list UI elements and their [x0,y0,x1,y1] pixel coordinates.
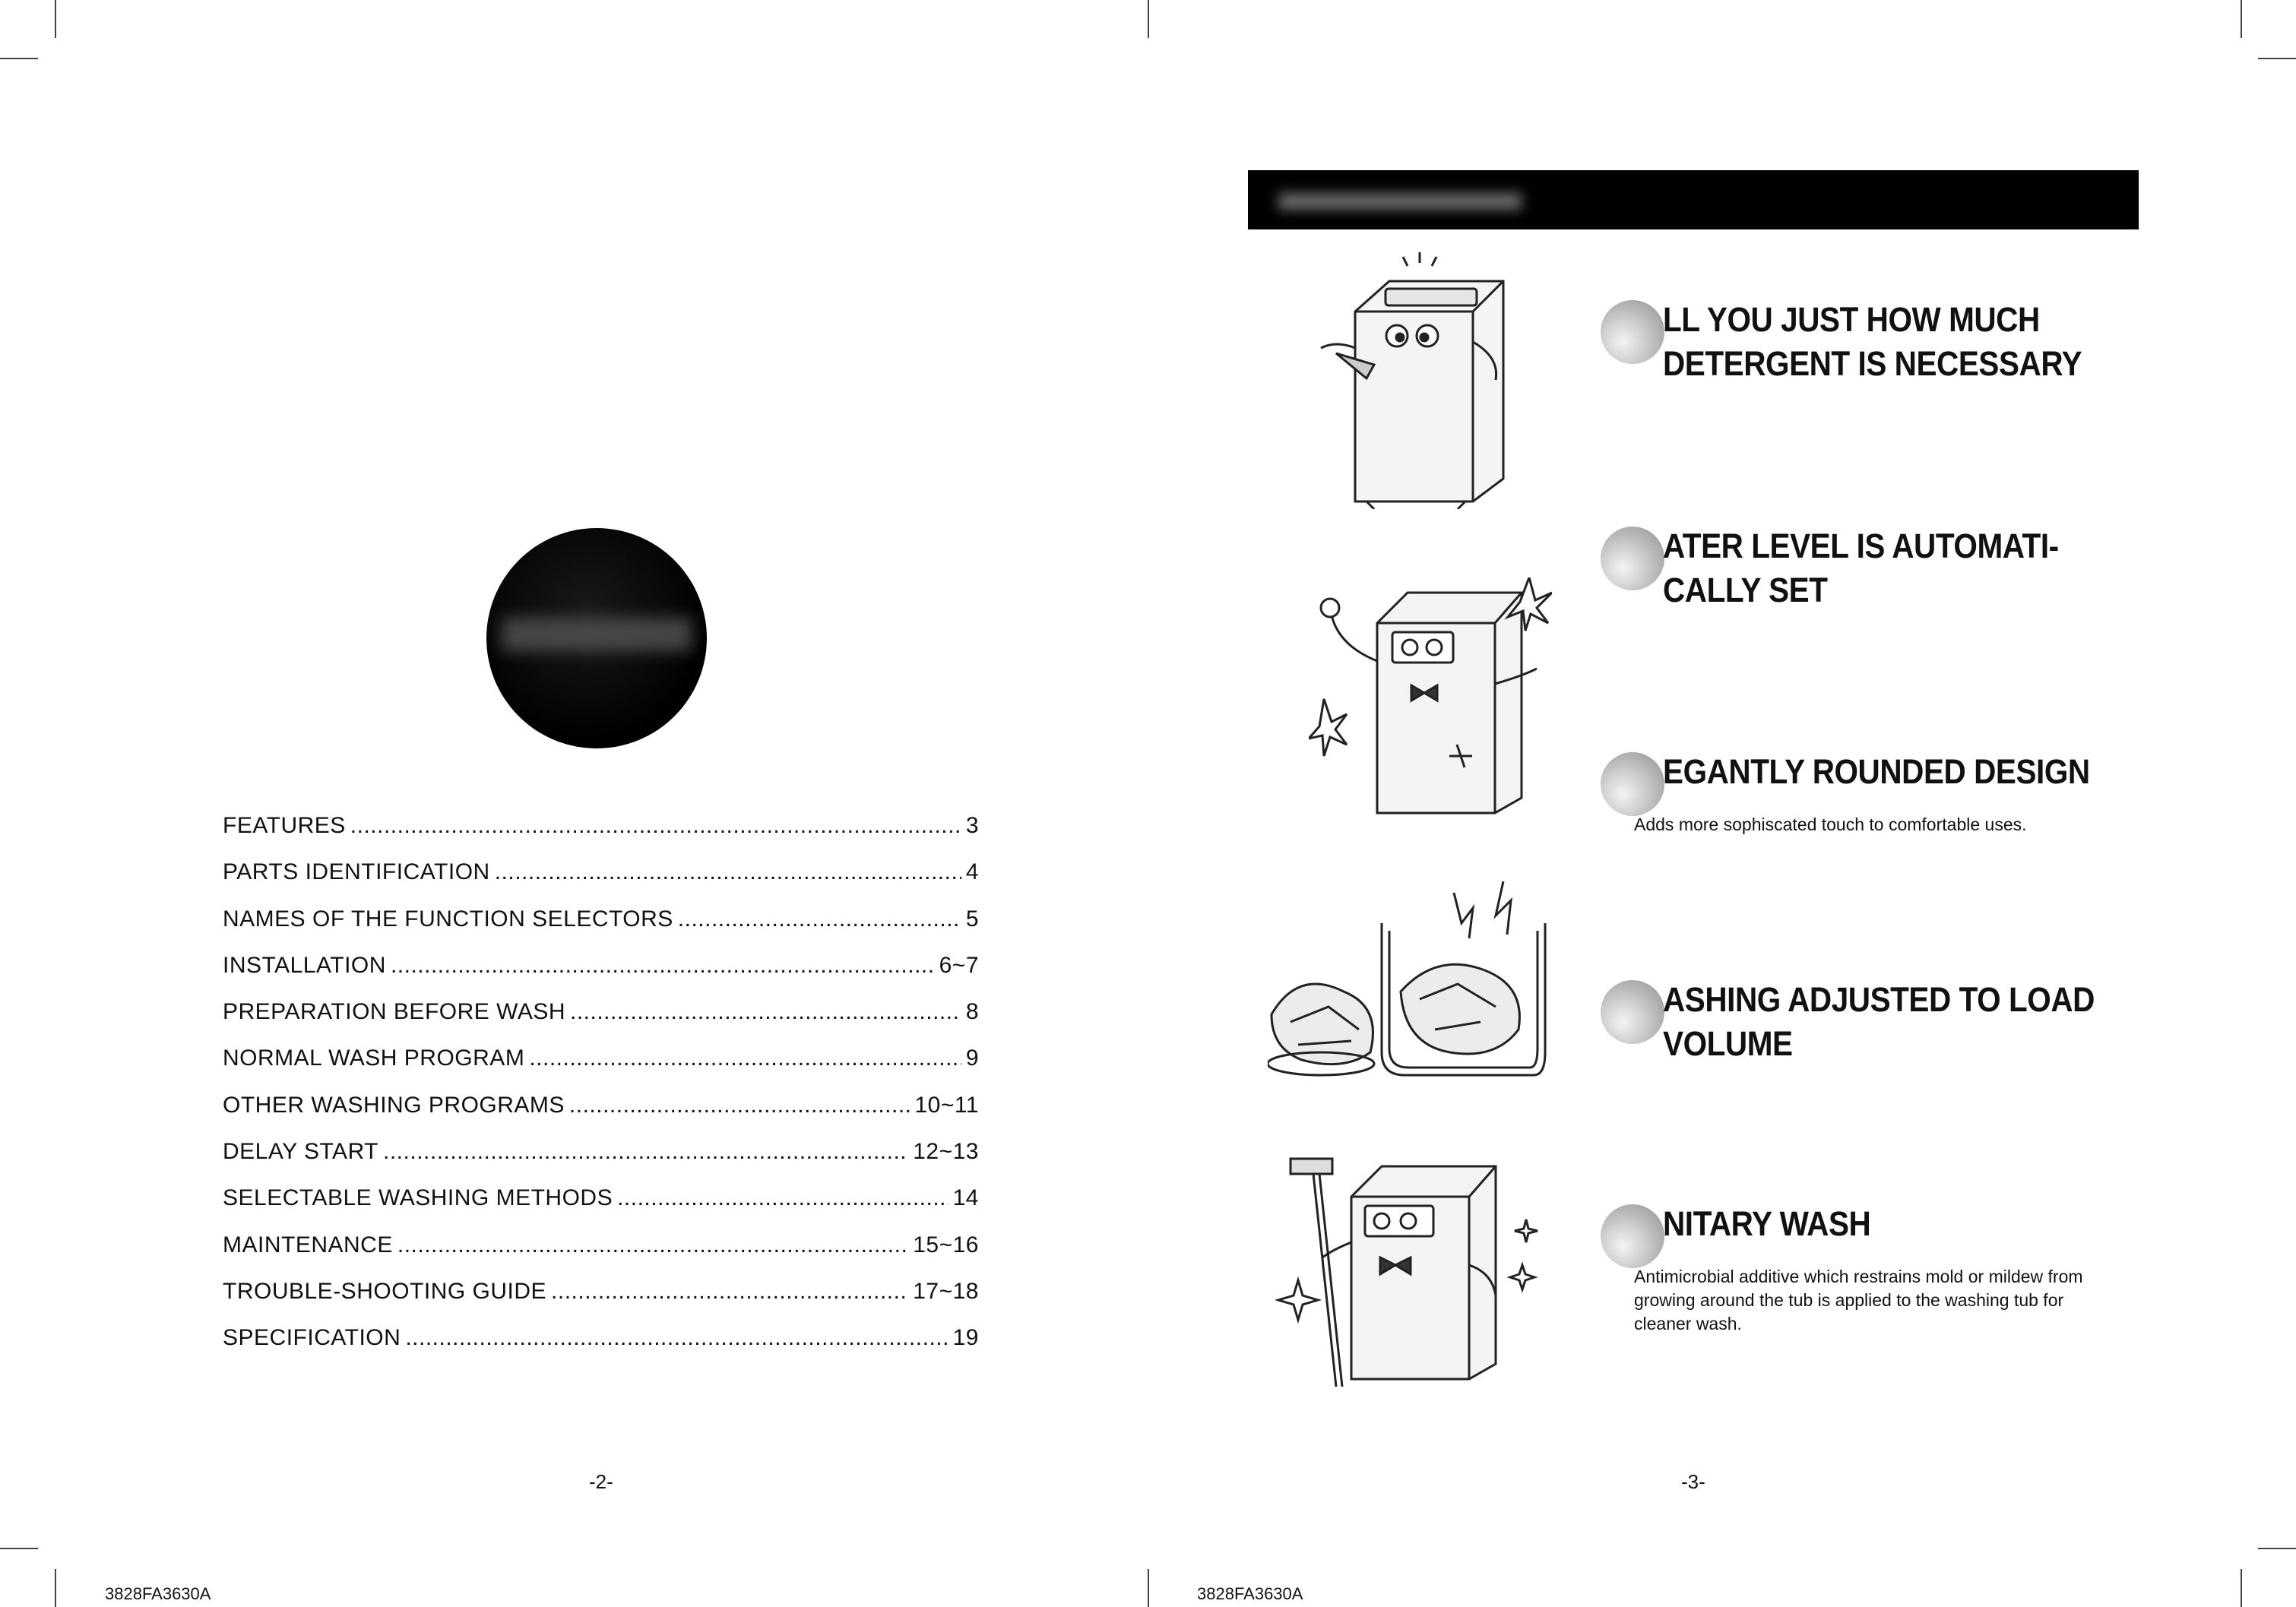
crop-mark [2258,1548,2296,1549]
toc-title: MAINTENANCE [223,1232,393,1257]
feature-bullet-icon [1601,300,1664,364]
toc-title: SELECTABLE WASHING METHODS [223,1185,613,1211]
toc-page: 10~11 [914,1092,979,1118]
toc-entry-normal-wash[interactable] [223,1045,979,1092]
feature-description: Adds more sophiscated touch to comfortable uses. [1634,815,2027,834]
feature-title [1663,978,2095,1066]
feature-title-line: CALLY SET [1663,571,1828,609]
feature-title [1663,298,2082,386]
feature-bullet-icon [1601,1204,1664,1268]
toc-page: 8 [965,999,979,1025]
toc-page: 6~7 [939,952,979,978]
toc-page: 4 [965,859,979,885]
toc-page: 19 [952,1325,979,1351]
toc-title: DELAY START [223,1139,379,1165]
laundry-load-illustration [1268,878,1557,1083]
feature-title-line: ASHING ADJUSTED TO LOAD [1663,980,2095,1019]
feature-title-line: NITARY WASH [1663,1204,1871,1243]
washer-sanitary-illustration [1275,1144,1541,1394]
feature-bullet-icon [1601,527,1664,590]
toc-page: 3 [965,813,979,838]
toc-entry-function-selectors[interactable] [223,906,979,953]
washer-water-level-illustration [1309,577,1552,821]
toc-page: 15~16 [913,1232,979,1257]
toc-title: TROUBLE-SHOOTING GUIDE [223,1278,547,1304]
toc-entry-specification[interactable] [223,1325,979,1371]
toc-page: 5 [965,906,979,932]
features-header-bar [1248,170,2139,229]
contents-logo-blob [486,528,707,748]
toc-title: NAMES OF THE FUNCTION SELECTORS [223,906,673,932]
toc-title: PREPARATION BEFORE WASH [223,999,565,1025]
toc-entry-preparation[interactable] [223,999,979,1045]
crop-mark [2258,58,2296,59]
feature-description-line: cleaner wash. [1634,1314,1742,1333]
toc-title: OTHER WASHING PROGRAMS [223,1092,565,1118]
feature-bullet-icon [1601,980,1664,1044]
toc-entry-features[interactable] [223,813,979,859]
feature-title [1663,524,2059,612]
toc-title: SPECIFICATION [223,1325,401,1351]
washer-detergent-illustration [1313,251,1519,509]
crop-mark [1148,1569,1149,1607]
crop-mark [2241,0,2242,38]
feature-title-line: VOLUME [1663,1024,1793,1063]
toc-page: 17~18 [913,1278,979,1304]
feature-description-line: growing around the tub is applied to the washing tub for [1634,1290,2064,1310]
feature-description [1634,1265,2083,1336]
doc-code-right: 3828FA3630A [1197,1584,1303,1603]
toc-entry-parts-identification[interactable] [223,859,979,906]
toc-entry-troubleshooting[interactable] [223,1279,979,1325]
feature-title-line: LL YOU JUST HOW MUCH [1663,300,2040,339]
feature-description-line: Antimicrobial additive which restrains mold or mildew from [1634,1267,2083,1286]
page-number-left: -2- [589,1470,613,1493]
toc-entry-washing-methods[interactable] [223,1185,979,1232]
toc-page: 14 [952,1185,979,1211]
toc-entry-delay-start[interactable] [223,1139,979,1185]
table-of-contents [223,813,979,1372]
toc-entry-installation[interactable] [223,953,979,999]
toc-title: PARTS IDENTIFICATION [223,859,490,885]
toc-page: 9 [965,1045,979,1071]
page-number-right: -3- [1681,1470,1705,1493]
feature-title-line: EGANTLY ROUNDED DESIGN [1663,752,2090,791]
feature-title [1663,1202,1870,1246]
crop-mark [1148,0,1149,38]
feature-title [1663,750,2090,794]
toc-title: FEATURES [223,813,346,838]
feature-title-line: ATER LEVEL IS AUTOMATI- [1663,527,2059,565]
toc-page: 12~13 [913,1139,979,1165]
toc-title: INSTALLATION [223,952,386,978]
feature-bullet-icon [1601,752,1664,816]
crop-mark [0,58,38,59]
crop-mark [0,1548,38,1549]
toc-entry-maintenance[interactable] [223,1232,979,1279]
toc-entry-other-programs[interactable] [223,1093,979,1139]
feature-title-line: DETERGENT IS NECESSARY [1663,344,2082,383]
toc-title: NORMAL WASH PROGRAM [223,1045,525,1071]
doc-code-left: 3828FA3630A [105,1584,211,1603]
crop-mark [55,0,56,38]
crop-mark [2241,1569,2242,1607]
crop-mark [55,1569,56,1607]
